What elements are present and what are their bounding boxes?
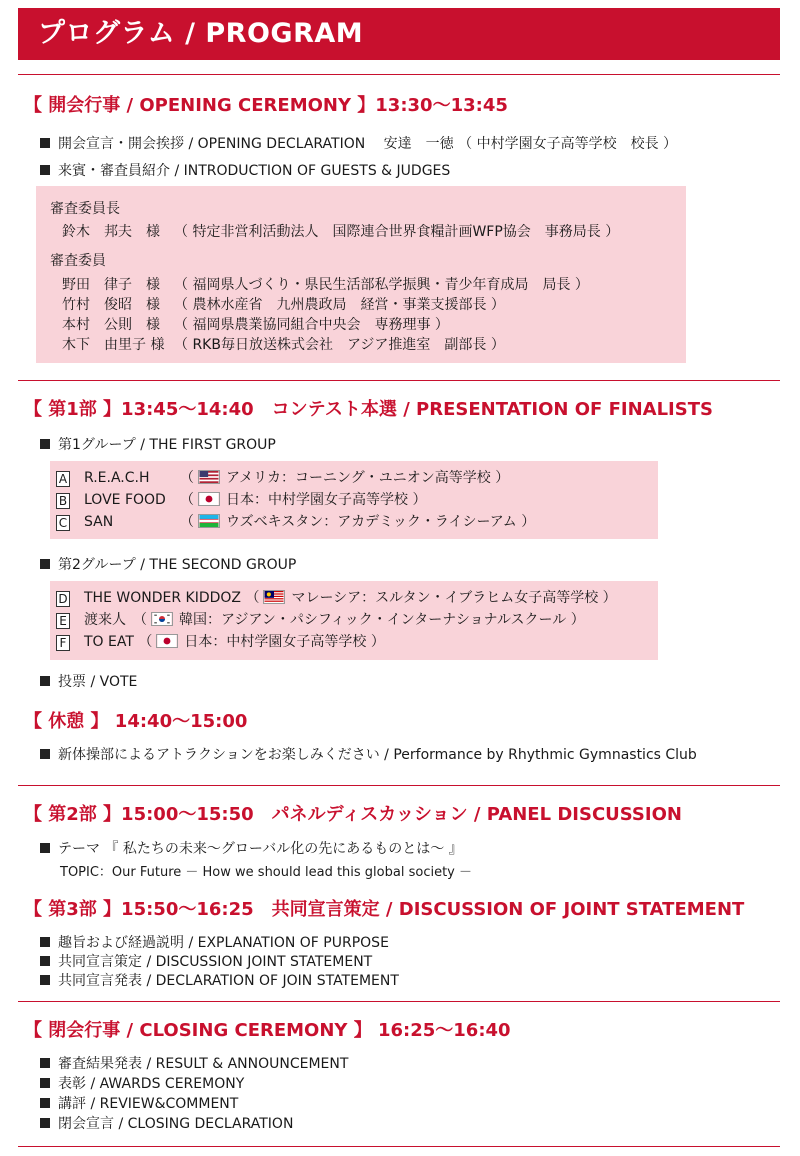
jp-flag-icon [156,634,178,648]
break-item: 新体操部によるアトラクションをお楽しみください / Performance by Rhythmic Gymnastics Club [40,746,697,764]
closing-item: 表彰 / AWARDS CEREMONY [40,1075,244,1093]
bullet-icon [40,956,50,966]
members-label: 審査委員 [50,253,106,269]
group2-label: 第2グループ / THE SECOND GROUP [40,556,296,574]
opening-item-1: 開会宣言・開会挨拶 / OPENING DECLARATION 安達 一徳 （ 中村学園女子高等学校 校長 ） [40,135,677,153]
bullet-icon [40,937,50,947]
theme-item: テーマ 『 私たちの未来～グローバル化の先にあるものとは～ 』 [40,840,463,858]
part3-item: 共同宣言策定 / DISCUSSION JOINT STATEMENT [40,953,372,971]
bullet-icon [40,676,50,686]
closing-title: 【 閉会行事 / CLOSING CEREMONY 】 16:25～16:40 [24,1020,511,1041]
divider [18,1146,780,1147]
judge-row: 竹村 俊昭 様 （ 農林水産省 九州農政局 経営・事業支援部長 ） [62,297,505,313]
divider [18,785,780,786]
bullet-icon [40,1078,50,1088]
part3-item: 共同宣言発表 / DECLARATION OF JOIN STATEMENT [40,972,399,990]
bullet-icon [40,1058,50,1068]
closing-item: 閉会宣言 / CLOSING DECLARATION [40,1115,293,1133]
opening-item-2: 来賓・審査員紹介 / INTRODUCTION OF GUESTS & JUDGES [40,162,450,180]
bullet-icon [40,165,50,175]
page-title: プログラム / PROGRAM [38,18,364,49]
team-row-d: D THE WONDER KIDDOZ （ マレーシア：スルタン・イブラヒム女子高等学校 ） [56,589,617,608]
us-flag-icon [198,470,220,484]
opening-title: 【 開会行事 / OPENING CEREMONY 】13:30～13:45 [24,95,508,116]
vote-item: 投票 / VOTE [40,673,137,691]
divider [18,74,780,75]
judge-row: 本村 公則 様 （ 福岡県農業協同組合中央会 専務理事 ） [62,317,449,333]
part3-title: 【 第3部 】15:50～16:25 共同宣言策定 / DISCUSSION OF JOINT STATEMENT [24,899,745,920]
chief-judge: 鈴木 邦夫 様 （ 特定非営利活動法人 国際連合世界食糧計画WFP協会 事務局長 ） [62,224,620,240]
topic-text: TOPIC：Our Future － How we should lead this global society － [60,865,472,880]
my-flag-icon [263,590,285,604]
chief-label: 審査委員長 [50,201,120,217]
team-row-e: E 渡来人 （ 韓国：アジアン・パシフィック・インターナショナルスクール ） [56,611,585,630]
jp-flag-icon [198,492,220,506]
kr-flag-icon [151,612,173,626]
bullet-icon [40,439,50,449]
group1-label: 第1グループ / THE FIRST GROUP [40,436,276,454]
team-row-b: B LOVE FOOD （ 日本：中村学園女子高等学校 ） [56,491,426,510]
divider [18,1001,780,1002]
divider [18,380,780,381]
page-header [18,8,780,60]
part2-title: 【 第2部 】15:00～15:50 パネルディスカッション / PANEL DISCUSSION [24,804,682,825]
team-row-c: C SAN （ ウズベキスタン：アカデミック・ライシーアム ） [56,513,535,532]
judge-row: 木下 由里子 様 （ RKB毎日放送株式会社 アジア推進室 副部長 ） [62,337,505,353]
bullet-icon [40,1098,50,1108]
team-row-a: A R.E.A.C.H （ アメリカ：コーニング・ユニオン高等学校 ） [56,469,509,488]
part1-title: 【 第1部 】13:45～14:40 コンテスト本選 / PRESENTATION OF FINALISTS [24,399,713,420]
closing-item: 講評 / REVIEW&COMMENT [40,1095,238,1113]
bullet-icon [40,749,50,759]
uz-flag-icon [198,514,220,528]
bullet-icon [40,559,50,569]
bullet-icon [40,138,50,148]
bullet-icon [40,843,50,853]
closing-item: 審査結果発表 / RESULT & ANNOUNCEMENT [40,1055,348,1073]
bullet-icon [40,1118,50,1128]
team-row-f: F TO EAT （ 日本：中村学園女子高等学校 ） [56,633,385,652]
part3-item: 趣旨および経過説明 / EXPLANATION OF PURPOSE [40,934,389,952]
break-title: 【 休憩 】 14:40～15:00 [24,711,248,732]
bullet-icon [40,975,50,985]
judge-row: 野田 律子 様 （ 福岡県人づくり・県民生活部私学振興・青少年育成局 局長 ） [62,277,589,293]
